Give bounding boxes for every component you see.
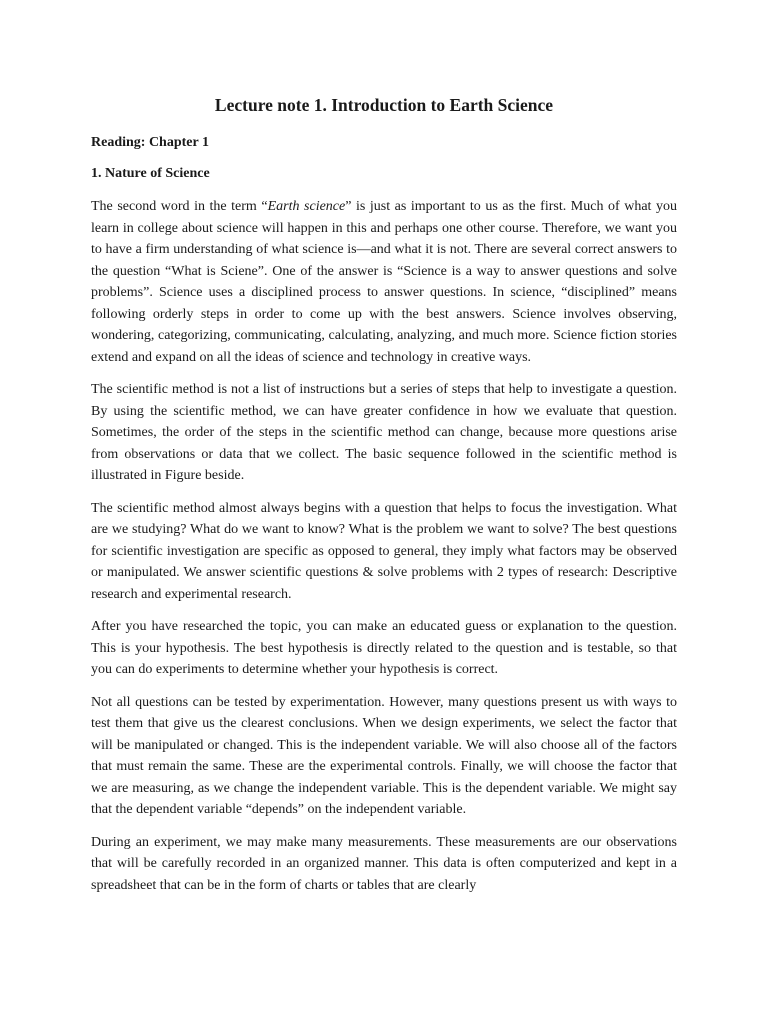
paragraph-1-lead: The second word in the term “ [91,199,268,214]
document-title: Lecture note 1. Introduction to Earth Science [214,95,554,115]
paragraph-3: The scientific method almost always begins with a question that helps to focus the investigation. What are we studying? What do we want to know? What is the problem we want to solve? The best questions for scientific investigation are specific as opposed to general, they imply what factors may be observed or manipulated. We answer scientific questions & solve problems with 2 types of research: Descriptive research and experimental research. [91,500,677,602]
paragraph-5: Not all questions can be tested by experimentation. However, many questions present us with ways to test them that give us the clearest conclusions. When we design experiments, we select the factor that will be manipulated or changed. This is the independent variable. We will also choose all of the factors that must remain the same. These are the experimental controls. Finally, we will choose the factor that we are measuring, as we change the independent variable. This is the dependent variable. We might say that the dependent variable “depends” on the independent variable. [91,694,677,817]
paragraph-1-term: Earth science [267,199,346,214]
paragraph-6: During an experiment, we may make many measurements. These measurements are our observations that will be carefully recorded in an organized manner. This data is often computerized and kept in a spreadsheet that can be in the form of charts or tables that are clearly [91,834,677,893]
document-body [91,196,677,896]
paragraph-2: The scientific method is not a list of instructions but a series of steps that help to investigate a question. By using the scientific method, we can have greater confidence in how we evaluate that question. Sometimes, the order of the steps in the scientific method can change, because more questions arise from observations or data that we collect. The basic sequence followed in the scientific method is illustrated in Figure beside. [91,382,677,483]
section-heading: 1. Nature of Science [91,166,210,181]
reading-reference: Reading: Chapter 1 [91,135,209,150]
paragraph-1-rest: ” is just as important to us as the first. Much of what you learn in college about science will happen in this and perhaps one other course. Therefore, we want you to have a firm understanding of what science is—and what it is not. There are several correct answers to the question “What is Sciene”. One of the answer is “Science is a way to answer questions and solve problems”. Science uses a disciplined process to answer questions. In science, “disciplined” means following orderly steps in order to come up with the best answers. Science involves observing, wondering, categorizing, communicating, calculating, analyzing, and much more. Science fiction stories extend and expand on all the ideas of science and technology in creative ways. [91,199,677,365]
paragraph-1 [91,196,677,368]
paragraph-4: After you have researched the topic, you can make an educated guess or explanation to the question. This is your hypothesis. The best hypothesis is directly related to the question and is testable, so that you can do experiments to determine whether your hypothesis is correct. [91,619,677,677]
